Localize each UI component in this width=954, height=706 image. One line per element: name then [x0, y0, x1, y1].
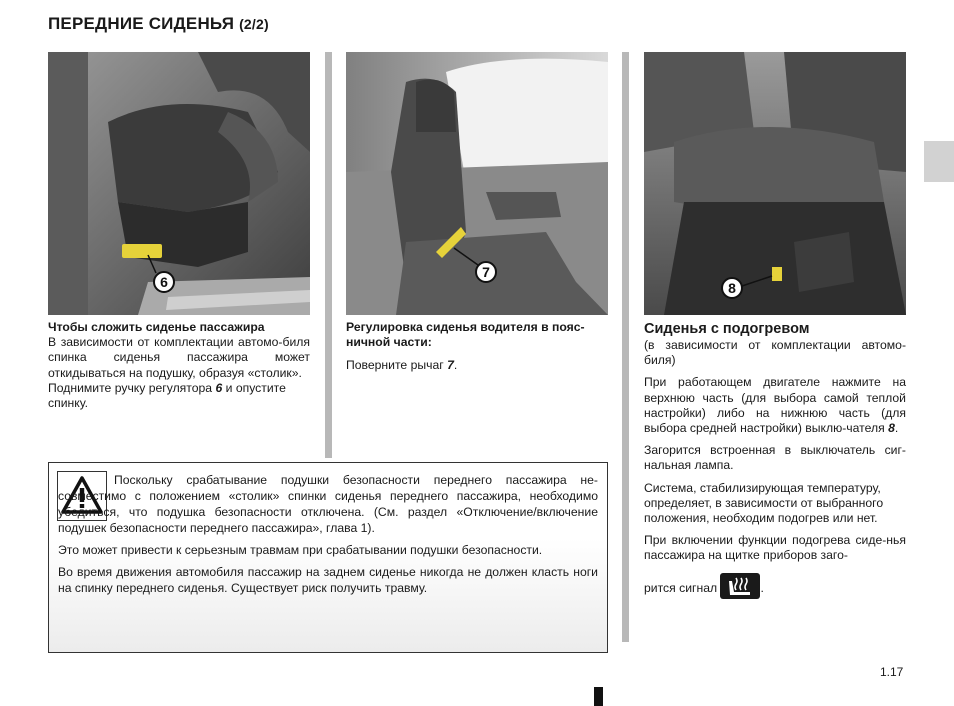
page-title-text: ПЕРЕДНИЕ СИДЕНЬЯ: [48, 14, 235, 33]
callout-6: 6: [160, 274, 168, 290]
page-title-part: (2/2): [239, 16, 269, 32]
switch-8-highlight: [772, 267, 782, 281]
column-divider-1: [325, 52, 332, 458]
heated-seats-para1: При работающем двигателе нажмите на верхнюю часть (для выбора самой теплой настройки) либо на нижнюю часть (для выбора средней настройки) выклю-чателя 8.: [644, 375, 906, 436]
warning-para1: Поскольку срабатывание подушки безопасности переднего пассажира не-совместимо с положением «столик» спинки сиденья переднего пассажира, необходимо убедиться, что подушка безопасности отключена. (См. раздел «Отключение/включение подушек безопасности переднего пассажира», глава 1).: [58, 473, 598, 535]
heated-seats-heading: Сиденья с подогревом: [644, 321, 810, 337]
warning-text: [58, 472, 598, 602]
passenger-seat-para2: Поднимите ручку регулятора 6 и опустите спинку.: [48, 380, 286, 411]
warning-para2: Это может привести к серьезным травмам при срабатывании подушки безопасности.: [58, 543, 543, 557]
callout-7: 7: [482, 264, 490, 280]
heated-seats-para2: Загорится встроенная в выключатель сиг-нальная лампа.: [644, 443, 906, 473]
seat-heating-warning-icon: [720, 573, 760, 599]
chapter-tab: [924, 141, 954, 182]
airbag-warning-box: [48, 462, 608, 653]
heated-seats-para4-end: рится сигнал .: [644, 576, 906, 602]
heated-seats-para4: При включении функции подогрева сиде-нья пассажира на щитке приборов заго-: [644, 533, 906, 563]
driver-lumbar-heading: Регулировка сиденья водителя в пояс-ничной части:: [346, 320, 585, 350]
print-mark: [594, 687, 603, 706]
heated-seats-para3: Система, стабилизирующая температуру, определяет, в зависимости от выбранного положения, необходим подогрев или нет.: [644, 480, 884, 526]
photo-driver-seat: [346, 52, 608, 315]
passenger-seat-section: [48, 320, 310, 411]
driver-lumbar-para: Поверните рычаг 7.: [346, 358, 458, 373]
warning-para3: Во время движения автомобиля пассажир на заднем сиденье никогда не должен класть ноги на спинку переднего сиденья. Существует риск получить травму.: [58, 565, 598, 595]
passenger-seat-para1: В зависимости от комплектации автомо-биля спинка сиденья пассажира может откидываться на подушку, образуя «столик».: [48, 335, 310, 380]
callout-8: 8: [728, 280, 736, 296]
handle-6-highlight: [122, 244, 162, 258]
driver-lumbar-section: [346, 320, 608, 374]
page-number: 1.17: [880, 665, 904, 679]
passenger-seat-heading: Чтобы сложить сиденье пассажира: [48, 320, 265, 334]
heated-seats-section: [644, 320, 906, 602]
photo-passenger-seat-folded: [48, 52, 310, 315]
heated-seats-sub: (в зависимости от комплектации автомо-биля): [644, 338, 906, 368]
column-divider-2: [622, 52, 629, 642]
page-title: [48, 14, 269, 34]
photo-heated-seat-switch: [644, 52, 906, 315]
